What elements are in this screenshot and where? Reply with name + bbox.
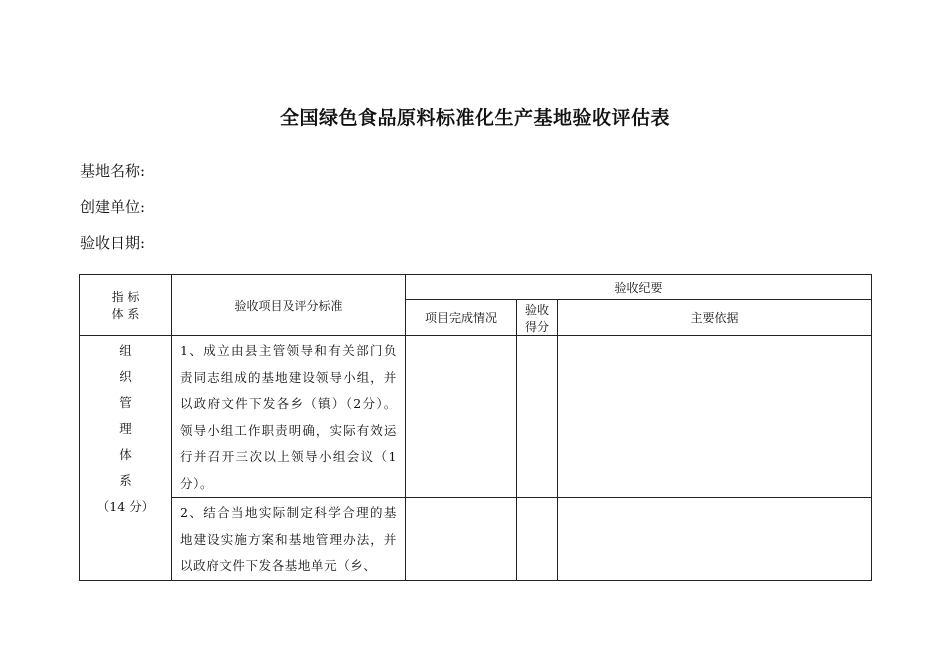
section-char: 组 [119, 343, 132, 358]
section-char: 织 [119, 369, 132, 384]
header-completion: 项目完成情况 [406, 300, 517, 336]
completion-cell[interactable] [406, 336, 517, 498]
basis-cell[interactable] [558, 336, 872, 498]
header-index-system [80, 275, 172, 336]
score-cell[interactable] [517, 336, 558, 498]
header-index-line1: 指 标 [111, 290, 140, 304]
criteria-cell: 2、结合当地实际制定科学合理的基地建设实施方案和基地管理办法，并以政府文件下发各基地单元（乡、 [172, 498, 406, 581]
section-char: 理 [119, 421, 132, 436]
header-criteria: 验收项目及评分标准 [172, 275, 406, 336]
header-score-line1: 验收 [524, 302, 549, 317]
acceptance-date-label: 验收日期: [80, 234, 146, 252]
header-score [517, 300, 558, 336]
evaluation-table [79, 274, 872, 581]
completion-cell[interactable] [406, 498, 517, 581]
section-char: 体 [119, 447, 132, 462]
basis-cell[interactable] [558, 498, 872, 581]
section-organization-management [80, 336, 172, 581]
header-score-line2: 得分 [524, 319, 549, 334]
page-title: 全国绿色食品原料标准化生产基地验收评估表 [279, 107, 670, 129]
header-index-line2: 体 系 [111, 307, 140, 321]
header-acceptance-record: 验收纪要 [406, 275, 872, 300]
base-name-label: 基地名称: [80, 162, 146, 180]
section-points: （14 分） [96, 499, 155, 514]
score-cell[interactable] [517, 498, 558, 581]
criteria-cell: 1、成立由县主管领导和有关部门负责同志组成的基地建设领导小组，并以政府文件下发各乡（镇）（2分）。领导小组工作职责明确，实际有效运行并召开三次以上领导小组会议（1分）。 [172, 336, 406, 498]
section-char: 管 [119, 395, 132, 410]
creating-unit-label: 创建单位: [80, 198, 146, 216]
header-basis: 主要依据 [558, 300, 872, 336]
table-row [80, 498, 872, 581]
section-char: 系 [119, 473, 132, 488]
table-row [80, 336, 872, 498]
